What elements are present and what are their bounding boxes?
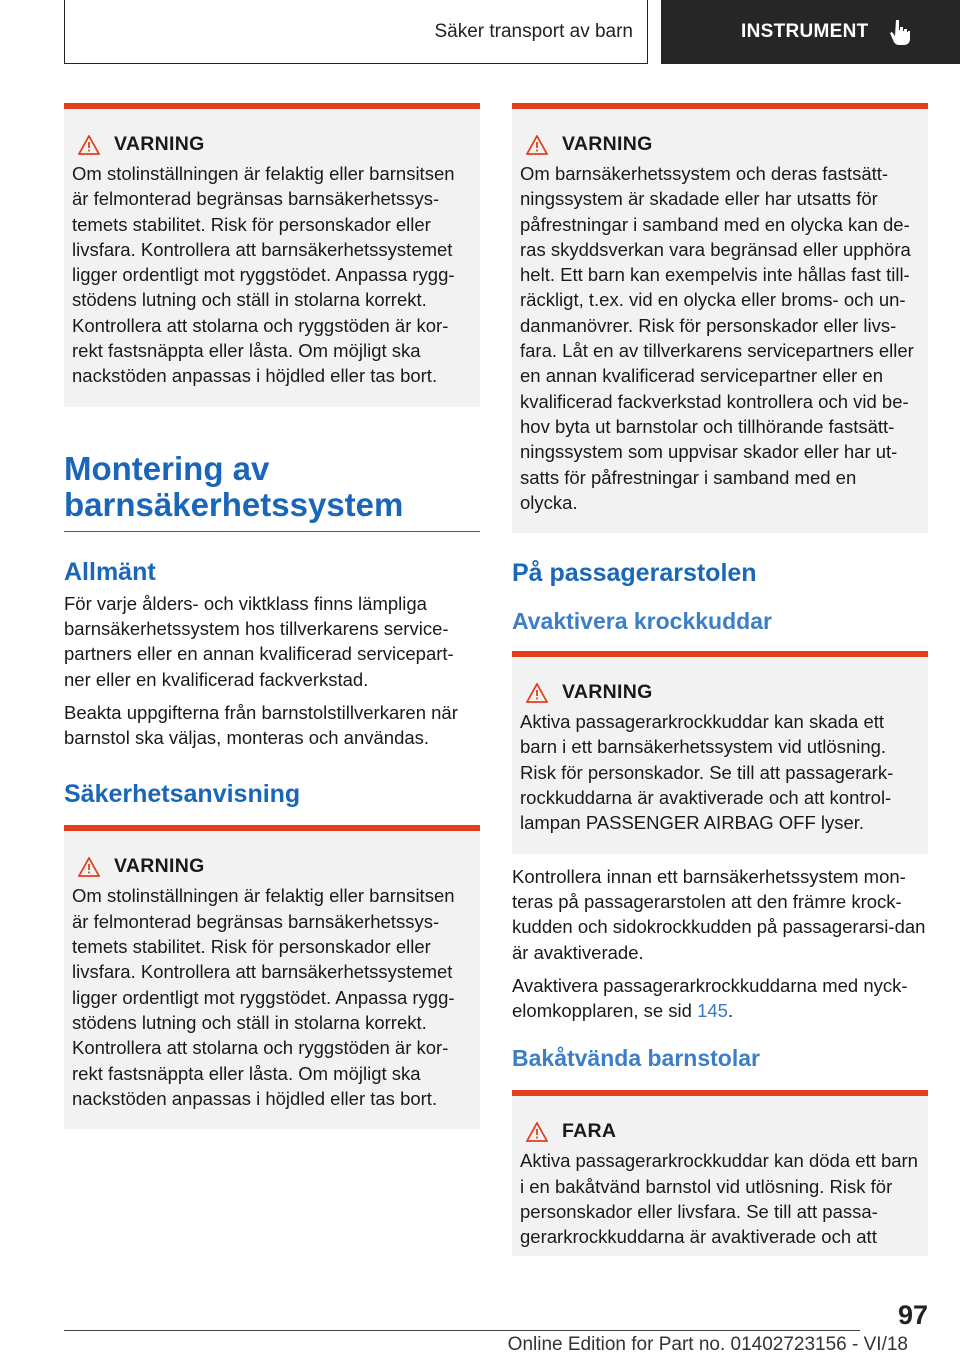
warning-text: Aktiva passagerarkrockkuddar kan skada ett barn i ett barnsäkerhetssystem vid utlösning. Risk för personskador. Se till att passagerark-rockkuddarna är avaktiverade och att kontrol-lampan PASSENGER AIRBAG OFF lyser. — [520, 711, 894, 834]
warning-title: VARNING — [114, 133, 205, 155]
danger-heading — [526, 1120, 918, 1143]
warning-title: VARNING — [114, 855, 205, 878]
danger-box — [512, 1090, 928, 1255]
warning-heading — [78, 133, 470, 156]
warning-heading — [526, 681, 918, 704]
danger-text: Aktiva passagerarkrockkuddar kan döda ett barn i en bakåtvänd barnstol vid utlösning. Risk för personskador eller livsfara. Se till att passa-gerarkrockkuddarna är avaktiverade och att — [520, 1150, 918, 1248]
warning-triangle-icon — [526, 135, 548, 155]
chapter-tab[interactable] — [661, 0, 960, 64]
footer-divider — [64, 1330, 860, 1331]
page-reference-link[interactable]: 145 — [697, 1000, 728, 1022]
warning-triangle-icon — [78, 135, 100, 155]
subheading-sakerhetsanvisning: Säkerhetsanvisning — [64, 780, 301, 809]
edition-text: Online Edition for Part no. 01402723156 - VI/18 — [507, 1334, 908, 1355]
warning-box — [512, 103, 928, 533]
warning-heading — [526, 133, 918, 156]
paragraph: Beakta uppgifterna från barnstolstillverkaren när barnstol ska väljas, monteras och användas. — [64, 701, 458, 749]
warning-title: VARNING — [562, 681, 653, 704]
hand-pointer-icon — [889, 19, 911, 45]
warning-triangle-icon — [526, 1122, 548, 1142]
warning-text: Om barnsäkerhetssystem och deras fastsätt-ningssystem är skadade eller har utsatts för påfrestningar i samband med en olycka kan de-ras skyddsverkan vara begränsad eller upphöra helt. Ett barn kan exempelvis inte hållas fast till-räckligt, t.ex. vid en olycka eller broms- och un-danmanövrer. Risk för personskador eller livs-fara. Låt en av tillverkarens servicepartners eller en annan kvalificerad servicepartner eller en kvalificerad fackverkstad kontrollera och vid be-hov byta ut barnstolar och tillhörande fastsätt-ningssystem som uppvisar skador eller har ut-satts för påfrestningar i samband med en olycka. — [520, 163, 914, 513]
paragraph: Kontrollera innan ett barnsäkerhetssystem mon-teras på passagerarstolen att den främre krock-kudden och sidokrockkudden på passagerarsi-dan är avaktiverade. — [512, 865, 926, 963]
subheading-passagerarstolen: På passagerarstolen — [512, 559, 757, 588]
section-title: Säker transport av barn — [434, 20, 633, 42]
warning-box — [64, 103, 480, 407]
section-tab[interactable] — [64, 0, 648, 64]
page-number: 97 — [897, 1300, 928, 1330]
left-column — [64, 103, 480, 1129]
chapter-title: INSTRUMENT — [741, 21, 869, 42]
paragraph — [512, 973, 928, 1024]
section-heading: Montering av barnsäkerhetssystem — [64, 451, 480, 532]
paragraph: För varje ålders- och viktklass finns lämpliga barnsäkerhetssystem hos tillverkarens service-partners eller en annan kvalificerad servicepart-ner eller en kvalificerad fackverkstad. — [64, 592, 454, 690]
page-header — [0, 0, 960, 66]
warning-box — [512, 651, 928, 853]
subheading-avaktivera: Avaktivera krockkuddar — [512, 608, 772, 635]
danger-title: FARA — [562, 1120, 617, 1143]
paragraph-end: . — [727, 1000, 734, 1022]
warning-triangle-icon — [78, 857, 100, 877]
paragraph-text: Avaktivera passagerarkrockkuddarna med nyck-elomkopplaren, se sid — [512, 974, 908, 1022]
warning-title: VARNING — [562, 133, 653, 155]
warning-triangle-icon — [526, 683, 548, 703]
warning-text: Om stolinställningen är felaktig eller barnsitsen är felmonterad begränsas barnsäkerhetssys-temets stabilitet. Risk för personskador eller livsfara. Kontrollera att barnsäkerhetssystemet ligger ordentligt mot ryggstödet. Anpassa rygg-stödens lutning och ställ in stolarna korrekt. Kontrollera att stolarna och ryggstöden är kor-rekt fastsnäppta eller låsta. Om möjligt ska nackstöden anpassas i höjdled eller tas bort. — [72, 885, 455, 1109]
warning-box — [64, 825, 480, 1129]
warning-heading — [78, 855, 470, 878]
warning-text: Om stolinställningen är felaktig eller barnsitsen är felmonterad begränsas barnsäkerhetssys-temets stabilitet. Risk för personskador eller livsfara. Kontrollera att barnsäkerhetssystemet ligger ordentligt mot ryggstödet. Anpassa rygg-stödens lutning och ställ in stolarna korrekt. Kontrollera att stolarna och ryggstöden är kor-rekt fastsnäppta eller låsta. Om möjligt ska nackstöden anpassas i höjdled eller tas bort. — [72, 163, 455, 387]
subheading-allmant: Allmänt — [64, 557, 156, 586]
subheading-bakatvanda: Bakåtvända barnstolar — [512, 1045, 760, 1072]
right-column — [512, 103, 928, 1256]
